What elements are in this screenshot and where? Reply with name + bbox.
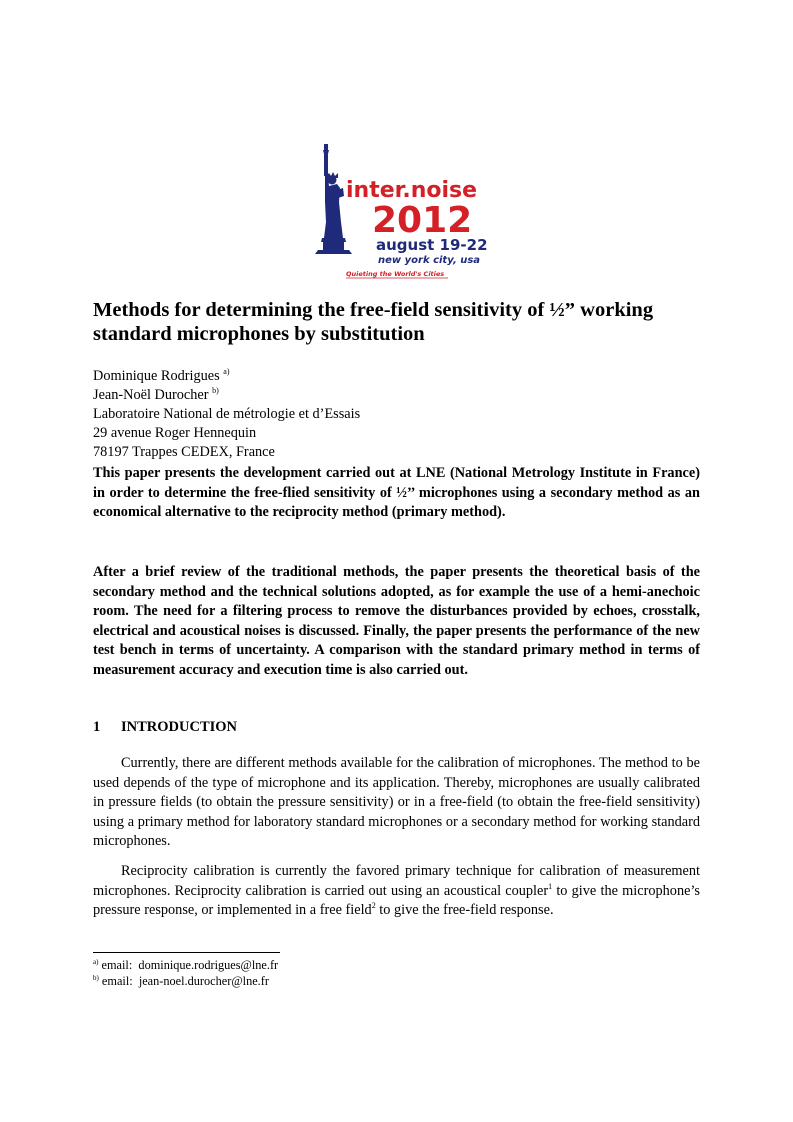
- author-name: Dominique Rodrigues: [93, 368, 220, 384]
- footnote-mark: a): [93, 958, 99, 966]
- abstract-paragraph: After a brief review of the traditional methods, the paper presents the theoretical basis of the secondary method and the technical solutions adopted, as for example the use of a hemi-anechoic room. The need for a filtering process to remove the disturbances provided by echoes, crosstalk, electrical and acoustical noises is discussed. Finally, the paper presents the performance of the new test bench in terms of uncertainty. A comparison with the standard primary method in terms of measurement accuracy and execution time is also carried out.: [93, 564, 700, 678]
- citation-ref[interactable]: 2: [371, 901, 376, 910]
- abstract-paragraph: This paper presents the development carried out at LNE (National Metrology Institute in France) in order to determine the free-flied sensitivity of ½’’ microphones using a secondary method as an economical alternative to the reciprocity method (primary method).: [93, 465, 700, 520]
- affiliation-line: 78197 Trappes CEDEX, France: [93, 444, 275, 460]
- footnote-label: email:: [101, 958, 133, 972]
- affiliation-line: Laboratoire National de métrologie et d’Essais: [93, 406, 361, 422]
- paragraph-text: to give the microphone’s pressure response, or implemented in a free field: [93, 882, 700, 918]
- author-line: [93, 367, 360, 386]
- paper-title: Methods for determining the free-field sensitivity of ½” working standard microphones by substitution: [93, 299, 654, 345]
- section-heading: [93, 719, 237, 736]
- internoise-2012-logo: [312, 142, 492, 282]
- footnote-rule: [93, 952, 280, 953]
- footnote-email[interactable]: jean-noel.durocher@lne.fr: [138, 973, 269, 988]
- body-paragraph: [93, 862, 700, 921]
- footnotes: [93, 958, 278, 989]
- logo-line1: inter.noise: [346, 178, 478, 203]
- author-line: [93, 386, 360, 405]
- paragraph-text: to give the free-field response.: [375, 902, 554, 918]
- logo-dates: august 19-22: [376, 236, 488, 254]
- author-name: Jean-Noël Durocher: [93, 387, 209, 403]
- citation-ref[interactable]: 1: [548, 881, 553, 891]
- section-title: INTRODUCTION: [121, 719, 238, 735]
- author-mark: b): [212, 386, 219, 395]
- footnote-mark: b): [93, 973, 99, 982]
- footnote: [93, 958, 278, 974]
- footnote: [93, 974, 278, 990]
- paragraph-text: Reciprocity calibration is currently the favored primary technique for calibration of measurement microphones. Reciprocity calibration is carried out using an acoustical coupler: [93, 863, 700, 899]
- logo-city: new york city, usa: [378, 255, 481, 266]
- author-block: [93, 367, 360, 462]
- affiliation-line: 29 avenue Roger Hennequin: [93, 425, 257, 441]
- author-mark: a): [223, 367, 230, 376]
- footnote-email[interactable]: dominique.rodrigues@lne.fr: [138, 958, 279, 972]
- logo-year: 2012: [372, 200, 473, 241]
- section-number: 1: [93, 719, 101, 735]
- footnote-label: email:: [101, 973, 133, 988]
- logo-tagline: Quieting the World's Cities: [346, 270, 445, 278]
- body-paragraph: Currently, there are different methods available for the calibration of microphones. The method to be used depends of the type of microphone and its application. Thereby, microphones are usually calibrated in pressure fields (to obtain the pressure sensitivity) or in a free-field (to obtain the free-field sensitivity) using a primary method for laboratory standard microphones or a secondary method for working standard microphones.: [93, 755, 700, 849]
